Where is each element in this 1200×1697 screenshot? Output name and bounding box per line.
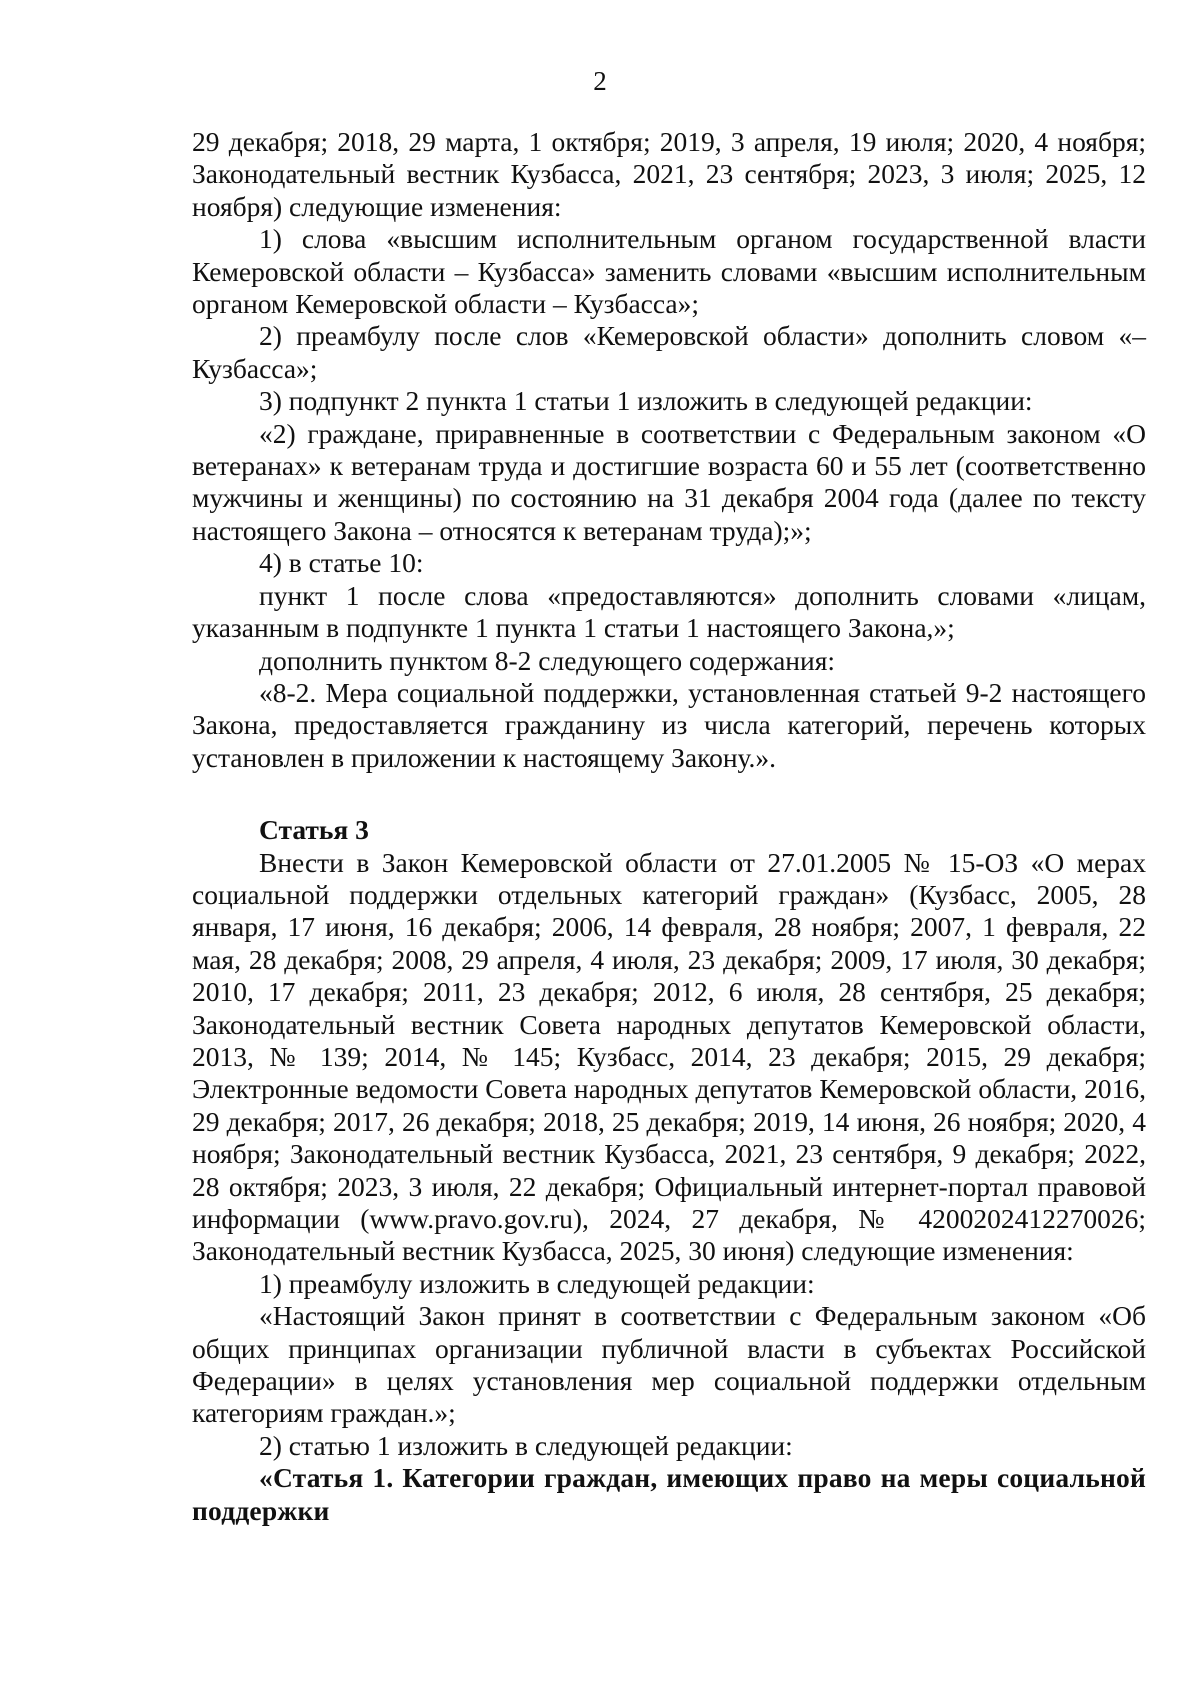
article-item-1: 1) преамбулу изложить в следующей редакции: xyxy=(259,1267,815,1299)
article-heading: Статья 3 xyxy=(259,814,369,846)
paragraph-item-3: 3) подпункт 2 пункта 1 статьи 1 изложить в следующей редакции: xyxy=(259,385,1033,417)
article-intro-paragraph: Внести в Закон Кемеровской области от 27.01.2005 № 15-ОЗ «О мерах социальной поддержки отдельных категорий граждан» (Кузбасс, 2005, 28 января, 17 июня, 16 декабря; 2006, 14 февраля, 28 ноября; 2007, 1 февраля, 22 мая, 28 декабря; 2008, 29 апреля, 4 июля, 23 декабря; 2009, 17 июля, 30 декабря; 2010, 17 декабря; 2011, 23 декабря; 2012, 6 июля, 28 сентября, 25 декабря; Законодательный вестник Совета народных депутатов Кемеровской области, 2013, № 139; 2014, № 145; Кузбасс, 2014, 23 декабря; 2015, 29 декабря; Электронные ведомости Совета народных депутатов Кемеровской области, 2016, 29 декабря; 2017, 26 декабря; 2018, 25 декабря; 2019, 14 июня, 26 ноября; 2020, 4 ноября; Законодательный вестник Кузбасса, 2021, 23 сентября, 9 декабря; 2022, 28 октября; 2023, 3 июля, 22 декабря; Официальный интернет-портал правовой информации (www.pravo.gov.ru), 2024, 27 декабря, № 4200202412270026; Законодательный вестник Кузбасса, 2025, 30 июня) следующие изменения: xyxy=(192,846,1146,1267)
paragraph-item-1: 1) слова «высшим исполнительным органом государственной власти Кемеровской области – Кузбасса» заменить словами «высшим исполнительным органом Кемеровской области – Кузбасса»; xyxy=(192,223,1146,320)
document-body xyxy=(192,126,1146,1527)
article-quote-preamble: «Настоящий Закон принят в соответствии с Федеральным законом «Об общих принципах организации публичной власти в субъектах Российской Федерации» в целях установления мер социальной поддержки отдельным категориям граждан.»; xyxy=(192,1300,1146,1429)
page-number: 2 xyxy=(593,66,607,96)
paragraph-continuation: 29 декабря; 2018, 29 марта, 1 октября; 2019, 3 апреля, 19 июля; 2020, 4 ноября; Законодательный вестник Кузбасса, 2021, 23 сентября; 2023, 3 июля; 2025, 12 ноября) следующие изменения: xyxy=(192,126,1146,222)
article-item-2: 2) статью 1 изложить в следующей редакции: xyxy=(259,1429,793,1461)
sub-article-title: «Статья 1. Категории граждан, имеющих право на меры социальной поддержки xyxy=(192,1462,1146,1526)
paragraph-point-1: пункт 1 после слова «предоставляются» дополнить словами «лицам, указанным в подпункте 1 пункта 1 статьи 1 настоящего Закона,»; xyxy=(192,579,1146,644)
paragraph-quote-8-2: «8-2. Мера социальной поддержки, установленная статьей 9-2 настоящего Закона, предоставляется гражданину из числа категорий, перечень которых установлен в приложении к настоящему Закону.». xyxy=(192,676,1146,773)
paragraph-item-4: 4) в статье 10: xyxy=(259,547,424,579)
paragraph-item-2: 2) преамбулу после слов «Кемеровской области» дополнить словом «– Кузбасса»; xyxy=(192,320,1146,384)
paragraph-quote-veterans: «2) граждане, приравненные в соответствии с Федеральным законом «О ветеранах» к ветеранам труда и достигшие возраста 60 и 55 лет (соответственно мужчины и женщины) по состоянию на 31 декабря 2004 года (далее по тексту настоящего Закона – относятся к ветеранам труда);»; xyxy=(192,417,1146,546)
paragraph-add-point: дополнить пунктом 8-2 следующего содержания: xyxy=(259,644,836,676)
